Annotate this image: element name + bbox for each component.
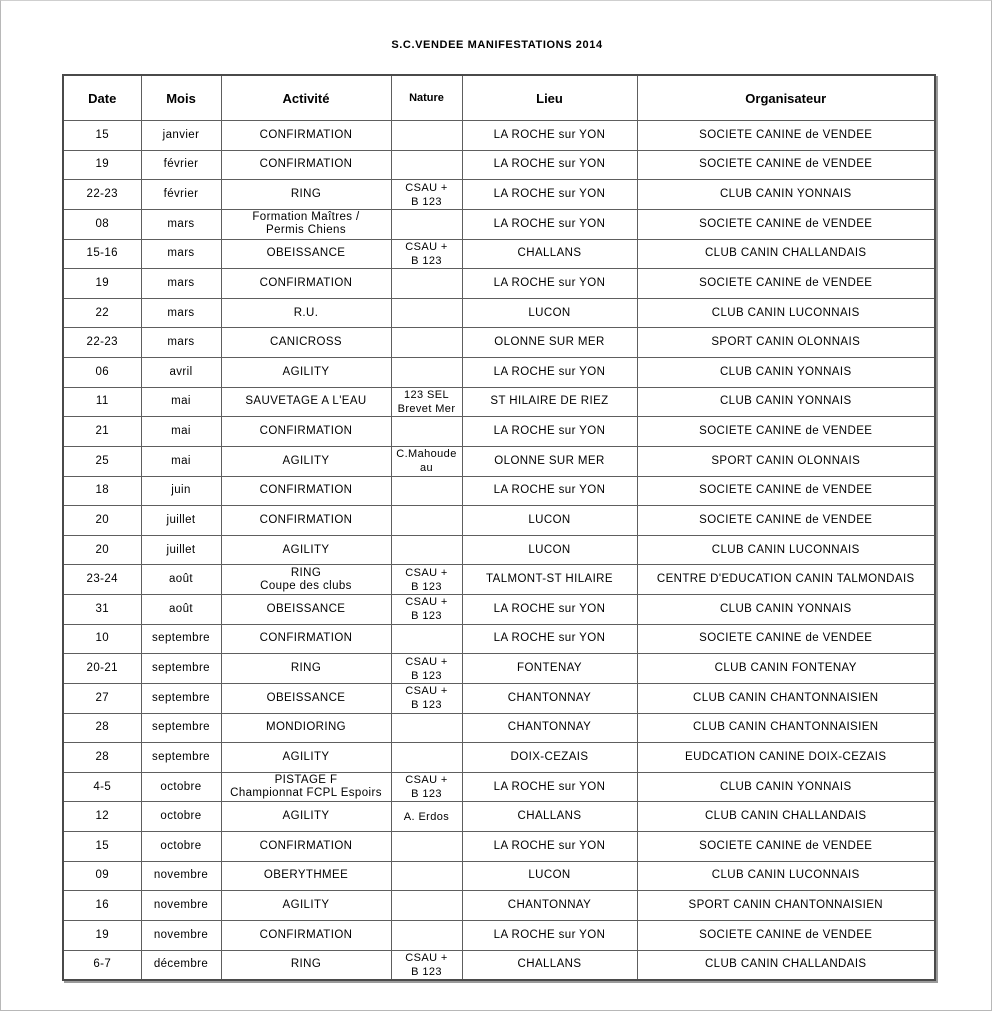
cell-nature: CSAU + B 123 — [391, 683, 462, 713]
cell-activite: PISTAGE F Championnat FCPL Espoirs — [221, 772, 391, 802]
cell-activite: RING — [221, 654, 391, 684]
cell-lieu: CHALLANS — [462, 950, 637, 980]
table-row — [63, 713, 935, 743]
cell-activite: Formation Maîtres / Permis Chiens — [221, 209, 391, 239]
cell-organisateur: SPORT CANIN OLONNAIS — [637, 446, 935, 476]
cell-nature — [391, 121, 462, 151]
cell-date: 15-16 — [63, 239, 141, 269]
table-row — [63, 298, 935, 328]
cell-nature — [391, 150, 462, 180]
cell-activite: CONFIRMATION — [221, 121, 391, 151]
cell-activite: CONFIRMATION — [221, 417, 391, 447]
cell-organisateur: CLUB CANIN FONTENAY — [637, 654, 935, 684]
cell-lieu: LA ROCHE sur YON — [462, 150, 637, 180]
cell-organisateur: CLUB CANIN CHALLANDAIS — [637, 239, 935, 269]
cell-lieu: LA ROCHE sur YON — [462, 209, 637, 239]
cell-date: 20 — [63, 506, 141, 536]
cell-activite: AGILITY — [221, 802, 391, 832]
cell-organisateur: CLUB CANIN LUCONNAIS — [637, 535, 935, 565]
cell-mois: novembre — [141, 920, 221, 950]
table-row — [63, 476, 935, 506]
table-row — [63, 209, 935, 239]
cell-nature — [391, 209, 462, 239]
cell-mois: juillet — [141, 535, 221, 565]
cell-lieu: CHANTONNAY — [462, 683, 637, 713]
cell-lieu: CHALLANS — [462, 239, 637, 269]
cell-mois: mars — [141, 298, 221, 328]
cell-lieu: LA ROCHE sur YON — [462, 121, 637, 151]
table-row — [63, 832, 935, 862]
table-row — [63, 535, 935, 565]
table-row — [63, 150, 935, 180]
cell-lieu: FONTENAY — [462, 654, 637, 684]
cell-lieu: CHANTONNAY — [462, 891, 637, 921]
table-row — [63, 683, 935, 713]
cell-mois: septembre — [141, 624, 221, 654]
table-row — [63, 920, 935, 950]
cell-organisateur: SOCIETE CANINE de VENDEE — [637, 624, 935, 654]
table-row — [63, 269, 935, 299]
table-row — [63, 624, 935, 654]
cell-lieu: LUCON — [462, 298, 637, 328]
cell-nature — [391, 535, 462, 565]
cell-date: 18 — [63, 476, 141, 506]
table-row — [63, 239, 935, 269]
cell-nature: 123 SEL Brevet Mer — [391, 387, 462, 417]
cell-date: 31 — [63, 595, 141, 625]
cell-lieu: LUCON — [462, 506, 637, 536]
cell-mois: décembre — [141, 950, 221, 980]
cell-date: 11 — [63, 387, 141, 417]
cell-nature: C.Mahoude au — [391, 446, 462, 476]
cell-lieu: LUCON — [462, 861, 637, 891]
table-row — [63, 950, 935, 980]
cell-lieu: LA ROCHE sur YON — [462, 772, 637, 802]
cell-lieu: LA ROCHE sur YON — [462, 920, 637, 950]
cell-organisateur: CLUB CANIN YONNAIS — [637, 180, 935, 210]
cell-date: 28 — [63, 713, 141, 743]
cell-date: 25 — [63, 446, 141, 476]
cell-organisateur: SOCIETE CANINE de VENDEE — [637, 476, 935, 506]
cell-mois: mai — [141, 417, 221, 447]
cell-nature — [391, 476, 462, 506]
cell-lieu: OLONNE SUR MER — [462, 446, 637, 476]
cell-mois: juillet — [141, 506, 221, 536]
cell-mois: février — [141, 180, 221, 210]
cell-nature — [391, 328, 462, 358]
cell-activite: RING — [221, 950, 391, 980]
cell-date: 22-23 — [63, 180, 141, 210]
table-row — [63, 387, 935, 417]
cell-activite: OBERYTHMEE — [221, 861, 391, 891]
cell-organisateur: CLUB CANIN YONNAIS — [637, 358, 935, 388]
cell-date: 10 — [63, 624, 141, 654]
table-row — [63, 595, 935, 625]
cell-date: 22 — [63, 298, 141, 328]
table-row — [63, 506, 935, 536]
cell-organisateur: SOCIETE CANINE de VENDEE — [637, 417, 935, 447]
cell-lieu: LA ROCHE sur YON — [462, 624, 637, 654]
table-row — [63, 654, 935, 684]
header-activite: Activité — [221, 75, 391, 121]
cell-mois: janvier — [141, 121, 221, 151]
cell-organisateur: SOCIETE CANINE de VENDEE — [637, 269, 935, 299]
cell-mois: février — [141, 150, 221, 180]
cell-mois: septembre — [141, 654, 221, 684]
cell-activite: RING — [221, 180, 391, 210]
cell-organisateur: CLUB CANIN CHALLANDAIS — [637, 950, 935, 980]
cell-nature — [391, 713, 462, 743]
cell-lieu: CHANTONNAY — [462, 713, 637, 743]
cell-lieu: LA ROCHE sur YON — [462, 180, 637, 210]
table-row — [63, 772, 935, 802]
cell-activite: AGILITY — [221, 446, 391, 476]
cell-mois: novembre — [141, 861, 221, 891]
cell-organisateur: SOCIETE CANINE de VENDEE — [637, 121, 935, 151]
cell-nature — [391, 920, 462, 950]
cell-mois: septembre — [141, 683, 221, 713]
table-header — [63, 75, 935, 121]
cell-organisateur: SOCIETE CANINE de VENDEE — [637, 920, 935, 950]
cell-mois: avril — [141, 358, 221, 388]
table-row — [63, 180, 935, 210]
cell-date: 20 — [63, 535, 141, 565]
cell-organisateur: SOCIETE CANINE de VENDEE — [637, 150, 935, 180]
table-row — [63, 565, 935, 595]
cell-activite: CONFIRMATION — [221, 832, 391, 862]
cell-activite: R.U. — [221, 298, 391, 328]
cell-activite: CONFIRMATION — [221, 506, 391, 536]
cell-nature: A. Erdos — [391, 802, 462, 832]
table-row — [63, 802, 935, 832]
events-table — [62, 74, 936, 981]
cell-organisateur: EUDCATION CANINE DOIX-CEZAIS — [637, 743, 935, 773]
cell-lieu: LA ROCHE sur YON — [462, 269, 637, 299]
cell-date: 28 — [63, 743, 141, 773]
cell-nature — [391, 743, 462, 773]
header-nature: Nature — [391, 75, 462, 121]
cell-date: 4-5 — [63, 772, 141, 802]
cell-lieu: ST HILAIRE DE RIEZ — [462, 387, 637, 417]
cell-date: 16 — [63, 891, 141, 921]
cell-lieu: CHALLANS — [462, 802, 637, 832]
header-mois: Mois — [141, 75, 221, 121]
table-row — [63, 891, 935, 921]
cell-date: 19 — [63, 150, 141, 180]
cell-nature: CSAU + B 123 — [391, 595, 462, 625]
cell-activite: AGILITY — [221, 535, 391, 565]
cell-nature — [391, 624, 462, 654]
table-row — [63, 328, 935, 358]
cell-nature: CSAU + B 123 — [391, 950, 462, 980]
cell-activite: AGILITY — [221, 358, 391, 388]
cell-date: 08 — [63, 209, 141, 239]
cell-mois: août — [141, 565, 221, 595]
cell-mois: mai — [141, 446, 221, 476]
cell-organisateur: SPORT CANIN CHANTONNAISIEN — [637, 891, 935, 921]
cell-organisateur: SOCIETE CANINE de VENDEE — [637, 506, 935, 536]
header-lieu: Lieu — [462, 75, 637, 121]
cell-nature — [391, 358, 462, 388]
cell-lieu: LA ROCHE sur YON — [462, 832, 637, 862]
cell-date: 15 — [63, 832, 141, 862]
cell-nature — [391, 269, 462, 299]
cell-nature — [391, 506, 462, 536]
cell-date: 27 — [63, 683, 141, 713]
table-row — [63, 121, 935, 151]
cell-activite: CONFIRMATION — [221, 920, 391, 950]
cell-date: 6-7 — [63, 950, 141, 980]
cell-date: 20-21 — [63, 654, 141, 684]
cell-lieu: DOIX-CEZAIS — [462, 743, 637, 773]
cell-activite: SAUVETAGE A L'EAU — [221, 387, 391, 417]
cell-activite: OBEISSANCE — [221, 683, 391, 713]
cell-activite: CONFIRMATION — [221, 624, 391, 654]
cell-lieu: TALMONT-ST HILAIRE — [462, 565, 637, 595]
cell-date: 19 — [63, 269, 141, 299]
header-row — [63, 75, 935, 121]
table-row — [63, 743, 935, 773]
cell-activite: OBEISSANCE — [221, 595, 391, 625]
cell-organisateur: CLUB CANIN CHALLANDAIS — [637, 802, 935, 832]
cell-organisateur: CLUB CANIN YONNAIS — [637, 387, 935, 417]
cell-nature: CSAU + B 123 — [391, 772, 462, 802]
cell-lieu: LA ROCHE sur YON — [462, 417, 637, 447]
cell-organisateur: SOCIETE CANINE de VENDEE — [637, 832, 935, 862]
cell-mois: juin — [141, 476, 221, 506]
cell-nature: CSAU + B 123 — [391, 565, 462, 595]
cell-lieu: LA ROCHE sur YON — [462, 358, 637, 388]
cell-mois: octobre — [141, 772, 221, 802]
cell-lieu: OLONNE SUR MER — [462, 328, 637, 358]
cell-organisateur: CENTRE D'EDUCATION CANIN TALMONDAIS — [637, 565, 935, 595]
cell-nature: CSAU + B 123 — [391, 239, 462, 269]
cell-activite: CONFIRMATION — [221, 476, 391, 506]
cell-mois: octobre — [141, 802, 221, 832]
cell-nature — [391, 417, 462, 447]
cell-mois: août — [141, 595, 221, 625]
cell-date: 09 — [63, 861, 141, 891]
cell-lieu: LA ROCHE sur YON — [462, 476, 637, 506]
cell-mois: mai — [141, 387, 221, 417]
cell-activite: AGILITY — [221, 743, 391, 773]
cell-organisateur: SPORT CANIN OLONNAIS — [637, 328, 935, 358]
cell-date: 15 — [63, 121, 141, 151]
cell-organisateur: CLUB CANIN CHANTONNAISIEN — [637, 713, 935, 743]
page-title: S.C.VENDEE MANIFESTATIONS 2014 — [391, 39, 603, 51]
cell-nature: CSAU + B 123 — [391, 180, 462, 210]
cell-activite: AGILITY — [221, 891, 391, 921]
cell-nature — [391, 861, 462, 891]
cell-nature — [391, 832, 462, 862]
cell-organisateur: CLUB CANIN YONNAIS — [637, 595, 935, 625]
table-row — [63, 446, 935, 476]
cell-activite: RING Coupe des clubs — [221, 565, 391, 595]
cell-date: 23-24 — [63, 565, 141, 595]
cell-organisateur: CLUB CANIN YONNAIS — [637, 772, 935, 802]
table-row — [63, 417, 935, 447]
cell-mois: mars — [141, 239, 221, 269]
cell-date: 22-23 — [63, 328, 141, 358]
header-date: Date — [63, 75, 141, 121]
cell-mois: mars — [141, 269, 221, 299]
cell-organisateur: CLUB CANIN CHANTONNAISIEN — [637, 683, 935, 713]
header-organisateur: Organisateur — [637, 75, 935, 121]
cell-nature: CSAU + B 123 — [391, 654, 462, 684]
cell-organisateur: CLUB CANIN LUCONNAIS — [637, 861, 935, 891]
cell-lieu: LA ROCHE sur YON — [462, 595, 637, 625]
cell-mois: mars — [141, 328, 221, 358]
cell-date: 19 — [63, 920, 141, 950]
cell-date: 21 — [63, 417, 141, 447]
cell-mois: novembre — [141, 891, 221, 921]
cell-activite: CANICROSS — [221, 328, 391, 358]
table-body — [63, 121, 935, 980]
cell-mois: octobre — [141, 832, 221, 862]
cell-mois: septembre — [141, 713, 221, 743]
cell-organisateur: SOCIETE CANINE de VENDEE — [637, 209, 935, 239]
cell-date: 12 — [63, 802, 141, 832]
cell-activite: OBEISSANCE — [221, 239, 391, 269]
cell-mois: mars — [141, 209, 221, 239]
cell-lieu: LUCON — [462, 535, 637, 565]
cell-nature — [391, 891, 462, 921]
cell-mois: septembre — [141, 743, 221, 773]
cell-nature — [391, 298, 462, 328]
cell-organisateur: CLUB CANIN LUCONNAIS — [637, 298, 935, 328]
table-row — [63, 358, 935, 388]
cell-activite: MONDIORING — [221, 713, 391, 743]
cell-activite: CONFIRMATION — [221, 150, 391, 180]
table-row — [63, 861, 935, 891]
cell-date: 06 — [63, 358, 141, 388]
cell-activite: CONFIRMATION — [221, 269, 391, 299]
